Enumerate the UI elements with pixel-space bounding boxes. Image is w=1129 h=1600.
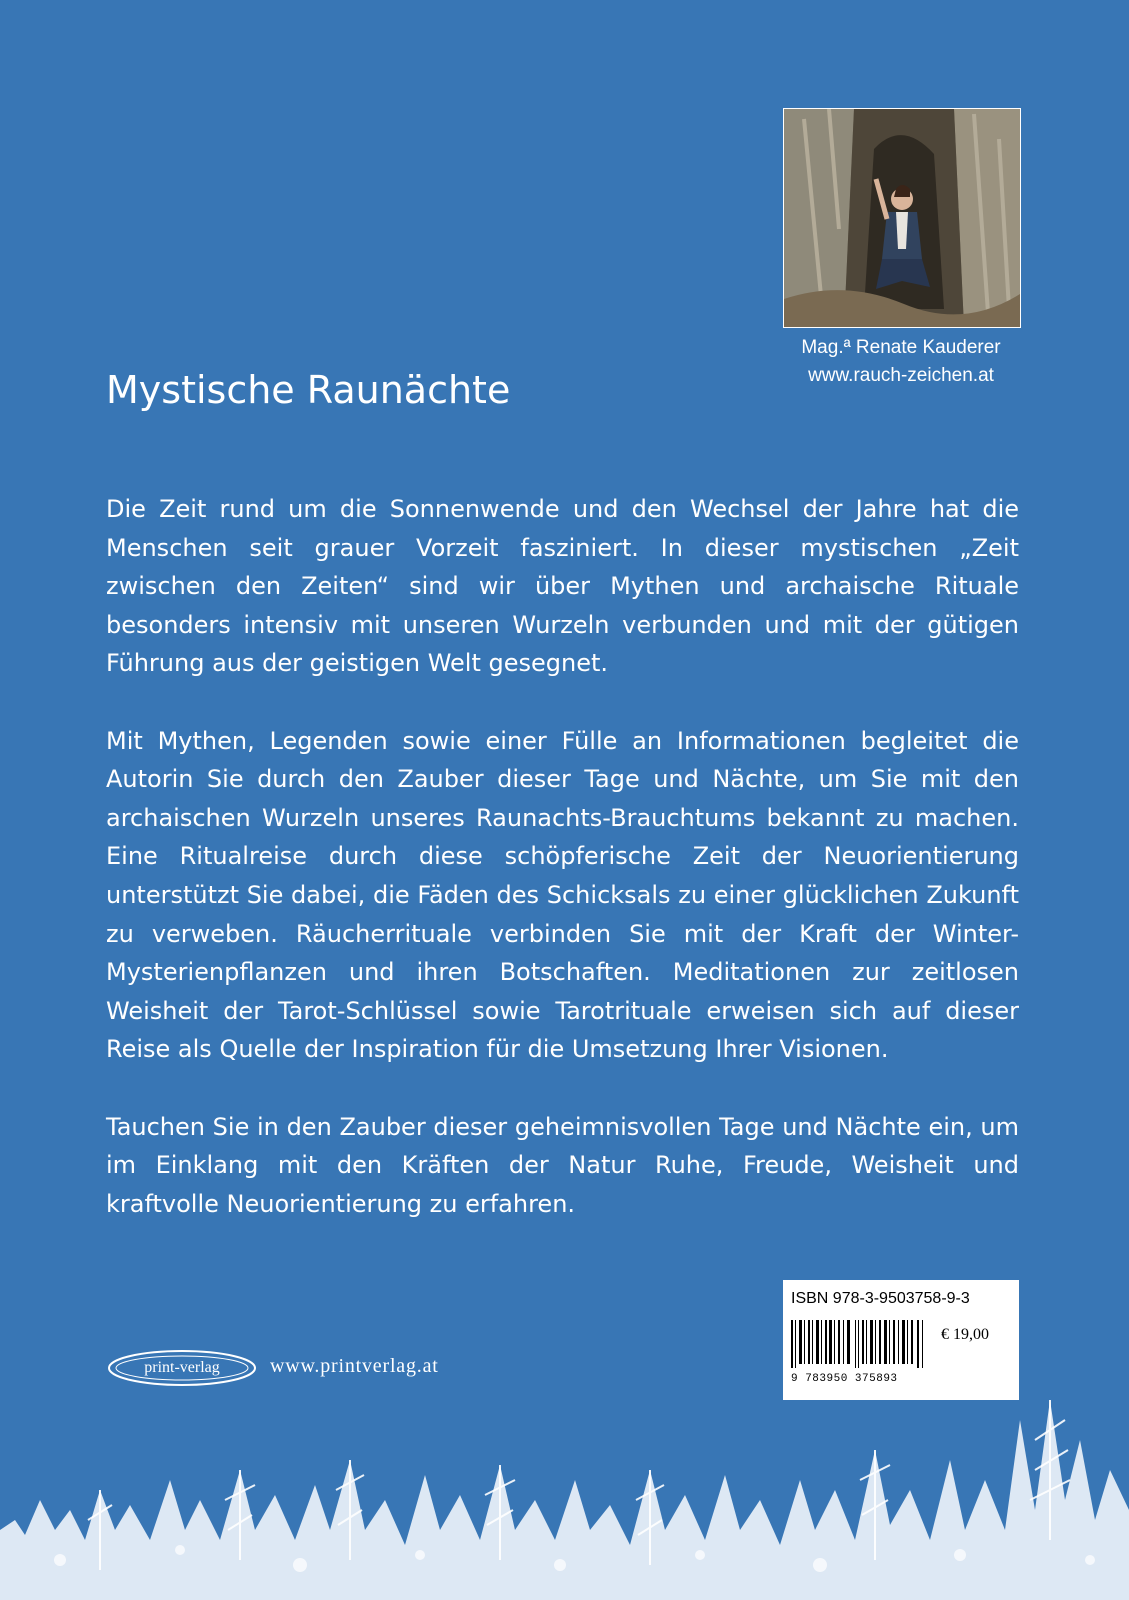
barcode-icon (791, 1320, 927, 1368)
blurb-paragraph: Tauchen Sie in den Zauber dieser geheimnisvollen Tage und Nächte ein, um im Einklang mit den Kräften der Natur Ruhe, Freude, Weisheit und kraftvolle Neuorientierung zu erfahren. (106, 1112, 1019, 1218)
blurb-paragraph: Die Zeit rund um die Sonnenwende und den Wechsel der Jahre hat die Menschen seit grauer Vorzeit fasziniert. In dieser mystischen „Zeit zwischen den Zeiten“ sind wir über Mythen und archaische Rituale besonders intensiv mit unseren Wurzeln verbunden und mit der gütigen Führung aus der geistigen Welt gesegnet. (106, 495, 1019, 678)
publisher-logo-text: print-verlag (144, 1359, 220, 1376)
blurb (106, 490, 1019, 1262)
author-photo (783, 108, 1021, 328)
publisher-url[interactable]: www.printverlag.at (270, 1355, 439, 1377)
author-name: Mag.ª Renate Kauderer (801, 337, 1001, 358)
blurb-paragraph: Mit Mythen, Legenden sowie einer Fülle an Informationen begleitet die Autorin Sie durch den Zauber dieser Tage und Nächte, um Sie mit den archaischen Wurzeln unseres Raunachts-Brauchtums bekannt zu machen. Eine Ritualreise durch diese schöpferische Zeit der Neuorientierung unterstützt Sie dabei, die Fäden des Schicksals zu einer glücklichen Zukunft zu verweben. Räucherrituale verbinden Sie mit der Kraft der Winter-Mysterienpflanzen und ihren Botschaften. Meditationen zur zeitlosen Weisheit der Tarot-Schlüssel sowie Tarotrituale erweisen sich auf dieser Reise als Quelle der Inspiration für die Umsetzung Ihrer Visionen. (106, 726, 1019, 1064)
frost-crystals-icon (0, 1380, 1129, 1600)
isbn-label: ISBN 978-3-9503758-9-3 (791, 1290, 970, 1307)
author-caption (770, 334, 1032, 390)
book-title: Mystische Raunächte (106, 368, 511, 412)
price: € 19,00 (941, 1326, 989, 1343)
barcode-digits: 9 783950 375893 (791, 1373, 898, 1385)
author-website[interactable]: www.rauch-zeichen.at (808, 365, 994, 386)
